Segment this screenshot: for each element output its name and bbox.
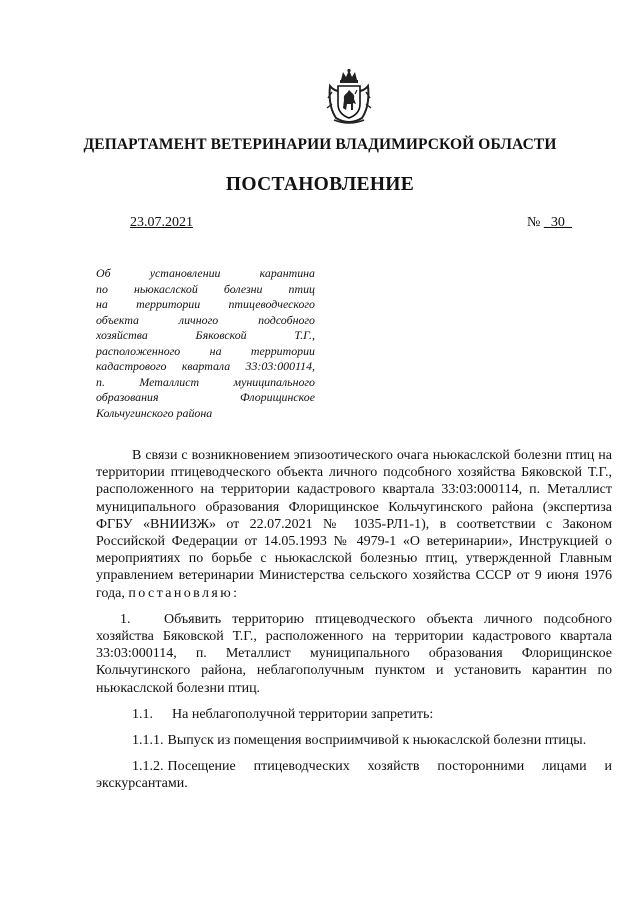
clause-text: На неблагополучной территории запретить:: [172, 706, 434, 722]
document-number: [527, 215, 572, 231]
clause-text: Посещение птицеводческих хозяйств посторонними лицами и экскурсантами.: [96, 759, 612, 792]
clause-1: [96, 611, 612, 697]
clause-1-1: [96, 706, 612, 723]
decree-word: постановляю:: [128, 585, 240, 601]
subject-line: на территории птицеводческого: [96, 297, 315, 311]
number-prefix: №: [527, 215, 544, 230]
document-date: 23.07.2021: [130, 215, 193, 230]
subject-line: по ньюкаслской болезни птиц: [96, 281, 315, 296]
number-value: _30_: [543, 215, 572, 230]
preamble-paragraph: [96, 447, 612, 602]
document-body: [96, 447, 612, 793]
clause-1-1-1: [96, 732, 612, 749]
clause-number: 1.: [120, 611, 131, 627]
subject-line: Об установлении карантина: [96, 266, 315, 280]
subject-line: образования Флорищинское: [96, 390, 315, 404]
subject-line: Кольчугинского района: [96, 405, 213, 420]
clause-number: 1.1.2.: [132, 759, 164, 775]
document-type-title: ПОСТАНОВЛЕНИЕ: [225, 174, 415, 195]
subject-line: расположенного на территории: [96, 343, 315, 358]
preamble-text: В связи с возникновением эпизоотического очага ньюкаслской болезни птиц на территории птицеводческого объекта личного подсобного хозяйства Бяковской Т.Г., расположенного на территории кадастрового квартала 33:03:000114, п. Металлист муниципального образования Флорищинское Кольчугинского района (экспертиза ФГБУ «ВНИИЗЖ» от 22.07.2021 № 1035-РЛ1-1), в соответствии с Законом Российской Федерации от 14.05.1993 № 4979-1 «О ветеринарии», Инструкцией о мероприятиях по борьбе с ньюкаслской болезнью птиц, утвержденной Главным управлением ветеринарии Министерства сельского хозяйства СССР от 9 июня 1976 года,: [96, 448, 612, 601]
subject-line: объекта личного подсобного: [96, 312, 315, 327]
clause-1-1-2: [96, 758, 612, 792]
subject-line: хозяйства Бяковской Т.Г.,: [96, 328, 315, 342]
clause-number: 1.1.1.: [132, 733, 164, 749]
document-subject: [96, 266, 315, 421]
clause-number: 1.1.: [132, 706, 153, 722]
subject-line: кадастрового квартала 33:03:000114,: [96, 359, 315, 373]
coat-of-arms-icon: [326, 68, 372, 126]
subject-line: п. Металлист муниципального: [96, 374, 315, 389]
department-title: ДЕПАРТАМЕНТ ВЕТЕРИНАРИИ ВЛАДИМИРСКОЙ ОБЛАСТИ: [83, 136, 557, 153]
clause-text: Выпуск из помещения восприимчивой к ньюкаслской болезни птицы.: [167, 733, 587, 749]
clause-text: Объявить территорию птицеводческого объекта личного подсобного хозяйства Бяковской Т.Г., расположенного на территории кадастрового квартала 33:03:000114, п. Металлист муниципального образования Флорищинское Кольчугинского района, неблагополучным пунктом и установить карантин по ньюкаслской болезни птиц.: [96, 611, 612, 696]
